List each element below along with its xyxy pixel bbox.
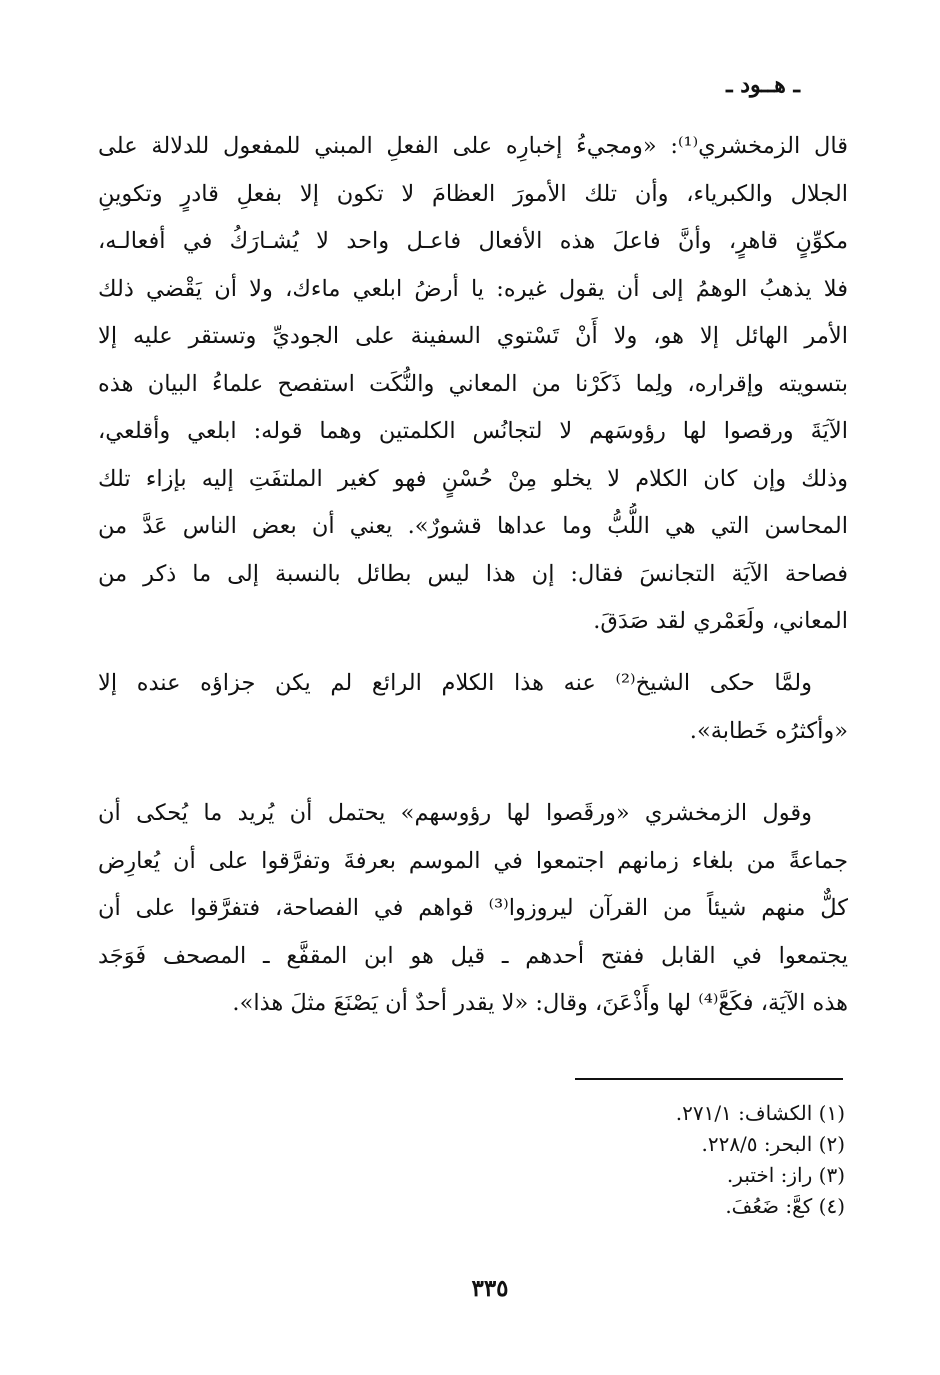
- text-line: وذلك وإن كان الكلام لا يخلو مِنْ حُسْنٍ فهو كغير الملتفَتِ إليه بإزاء تلك: [98, 465, 848, 492]
- text-line: المحاسن التي هي اللُّبُّ وما عداها قشورٌ». يعني أن بعض الناس عَدَّ من: [98, 513, 848, 539]
- paragraph-shaykh-remark: [98, 660, 848, 755]
- text-line: بتسويته وإقراره، ولِما ذَكَرْنا من المعاني والنُّكَت استفصح علماءُ البيان هذه: [98, 370, 848, 397]
- paragraph-zamakhshari-quote: [98, 123, 848, 646]
- footnotes: [445, 1098, 845, 1222]
- text-line: فصاحة الآيَة التجانسَ فقال: إن هذا ليس بطائل بالنسبة إلى ما ذكر من: [98, 560, 848, 587]
- text-line: وقول الزمخشري «ورقَصوا لها رؤوسهم» يحتمل أن يُريد ما يُحكى أن: [98, 800, 812, 826]
- running-header: ـ هــود ـ: [726, 72, 800, 98]
- footnote-separator: [575, 1078, 843, 1080]
- text-line: هذه الآيَة، فكَعَّ⁽⁴⁾ لها وأَذْعَنَ، وقال: «لا يقدر أحدٌ أن يَصْنَعَ مثلَ هذا».: [232, 990, 848, 1016]
- text-line: فلا يذهبُ الوهمُ إلى أن يقول غيره: يا أرضُ ابلعي ماءك، ولا أن يَقْضي ذلك: [98, 275, 848, 302]
- page-number: ٣٣٥: [471, 1275, 509, 1302]
- text-line: جماعةً من بلغاء زمانهم اجتمعوا في الموسم بعرفةَ وتفرَّقوا على أن يُعارِض: [98, 847, 848, 874]
- text-line: الجلال والكبرياء، وأن تلك الأمورَ العظامَ لا تكون إلا بفعلِ قادرٍ وتكوينِ: [98, 180, 848, 207]
- footnote: (١) الكشاف: ٢٧١/١.: [675, 1101, 845, 1125]
- text-line: قال الزمخشري⁽¹⁾: «ومجيءُ إخبارِه على الفعلِ المبني للمفعول للدلالة على: [98, 133, 848, 159]
- text-line: الأمر الهائل إلا هو، ولا أَنْ تَسْتوي السفينة على الجوديِّ وتستقر عليه إلا: [98, 323, 848, 349]
- text-line: كلٌّ منهم شيئاً من القرآن ليروزوا⁽³⁾ قواهم في الفصاحة، فتفرَّقوا على أن: [98, 895, 848, 921]
- footnote: (٢) البحر: ٢٢٨/٥.: [701, 1132, 845, 1156]
- footnote: (٤) كعَّ: ضَعُفَ.: [725, 1194, 845, 1218]
- paragraph-raqasu-explanation: [98, 790, 848, 1028]
- text-line: ولمَّا حكى الشيخ⁽²⁾ عنه هذا الكلام الرائع لم يكن جزاؤه عنده إلا: [98, 670, 812, 696]
- text-line: «وأكثرُه خَطابة».: [689, 717, 848, 744]
- text-line: المعاني، ولَعَمْري لقد صَدَقَ.: [593, 608, 848, 634]
- footnote: (٣) راز: اختبر.: [726, 1163, 845, 1187]
- text-line: مكوِّنٍ قاهرٍ، وأنَّ فاعلَ هذه الأفعال فاعـل واحد لا يُشـارَكُ في أفعالـه،: [98, 228, 848, 254]
- text-line: الآيَةَ ورقصوا لها رؤوسَهم لا لتجانُس الكلمتين وهما قوله: ابلعي وأقلعي،: [98, 418, 848, 444]
- text-line: يجتمعوا في القابل ففتح أحدهم ـ قيل هو ابن المقفَّع ـ المصحف فَوَجَد: [98, 942, 848, 969]
